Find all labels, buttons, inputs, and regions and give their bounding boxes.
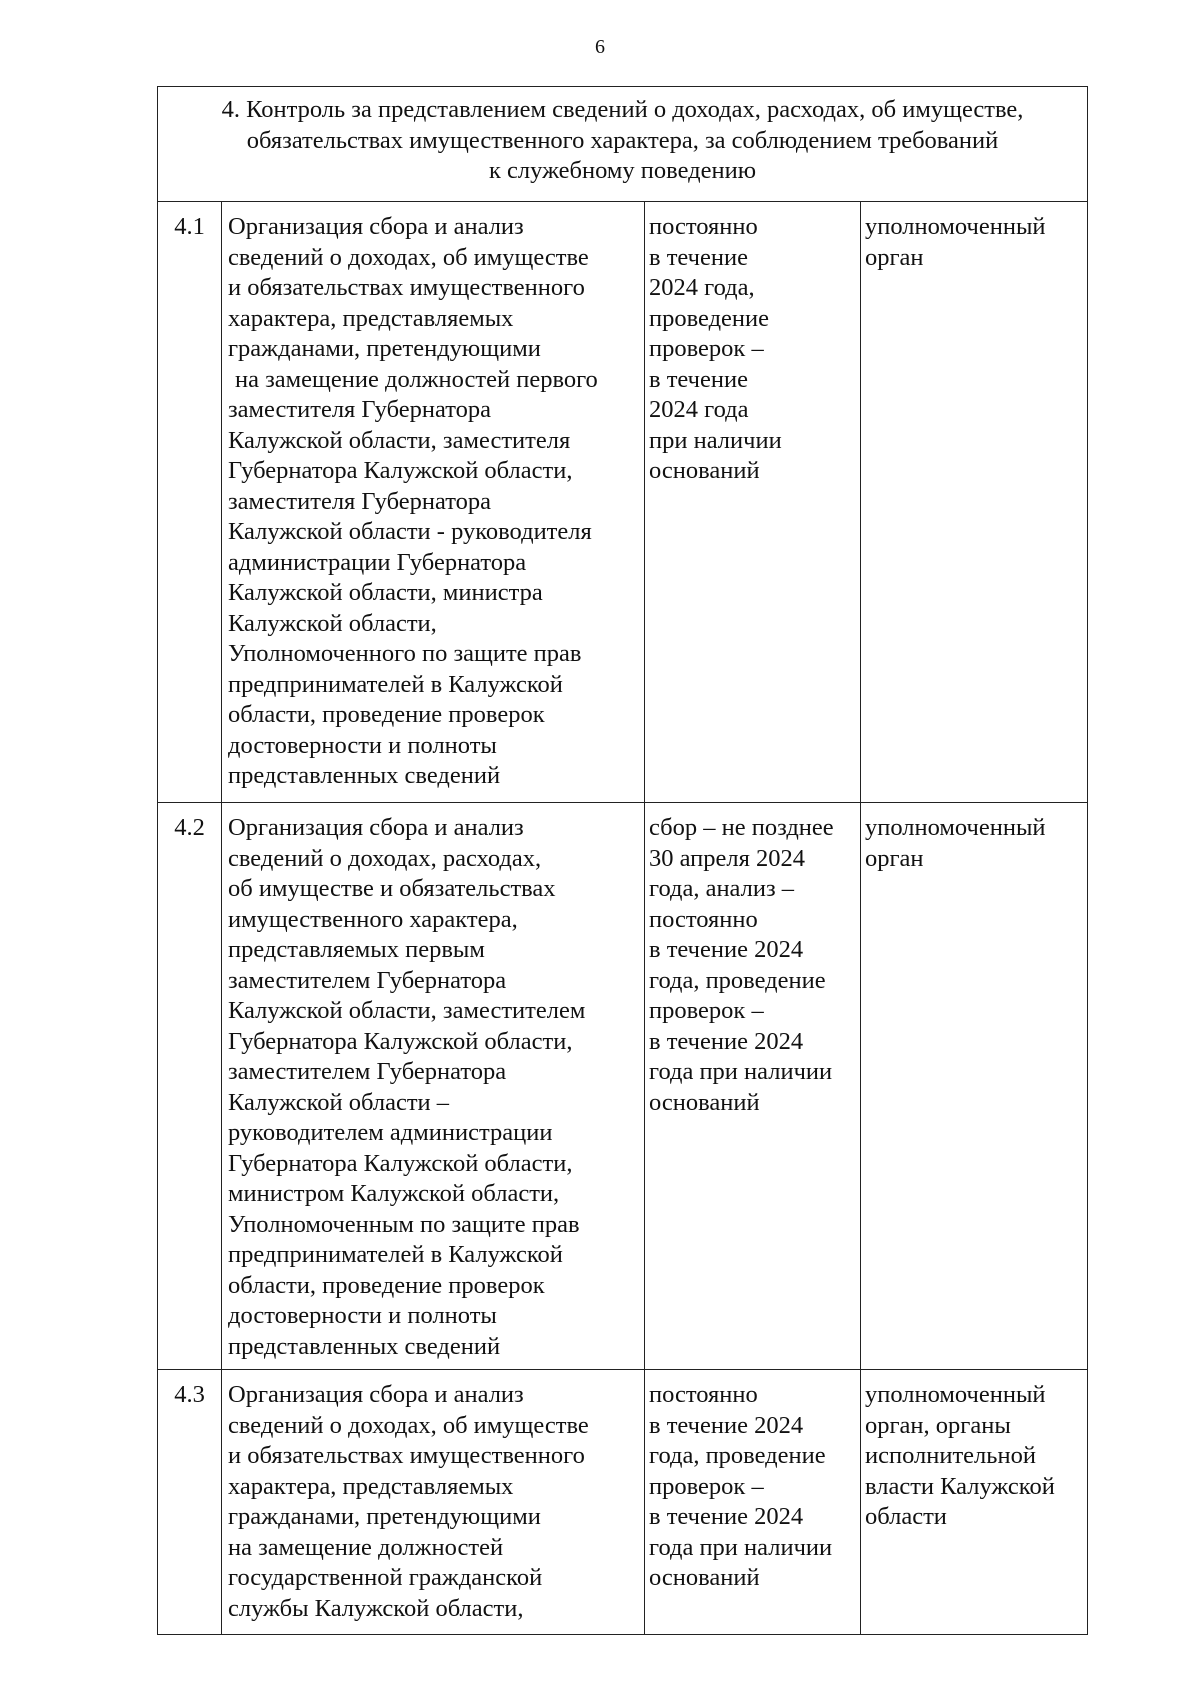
term-line: постоянно: [649, 213, 758, 240]
term-line: сбор – не позднее: [649, 814, 834, 841]
description-line: представленных сведений: [228, 762, 501, 789]
measure-executor: [861, 1370, 1088, 1635]
description-line: об имуществе и обязательствах: [228, 875, 556, 902]
measure-description: [222, 202, 645, 803]
executor-line: орган: [865, 243, 924, 271]
description-line: области, проведение проверок: [228, 1271, 545, 1299]
section-title-line: обязательствах имущественного характера, за соблюдением требований: [246, 126, 999, 154]
description-line: Калужской области - руководителя: [228, 518, 592, 545]
description-line: характера, представляемых: [228, 1472, 514, 1500]
term-line: в течение 2024: [649, 936, 804, 963]
description-line: предпринимателей в Калужской: [228, 1241, 563, 1268]
measure-term: [645, 202, 861, 803]
description-line: предпринимателей в Калужской: [228, 670, 563, 698]
description-line: достоверности и полноты: [228, 731, 497, 759]
description-line: на замещение должностей первого: [235, 365, 598, 393]
description-line: области, проведение проверок: [228, 701, 545, 728]
description-line: Губернатора Калужской области,: [228, 1149, 573, 1177]
term-line: оснований: [649, 1088, 760, 1116]
executor-line: власти Калужской: [865, 1472, 1055, 1500]
section-title-line: 4. Контроль за представлением сведений о доходах, расходах, об имуществе,: [221, 96, 1024, 123]
description-line: сведений о доходах, расходах,: [228, 844, 542, 872]
description-line: администрации Губернатора: [228, 548, 527, 576]
measure-term: [645, 1370, 861, 1635]
term-line: года при наличии: [649, 1058, 833, 1085]
table-row: [158, 1370, 1088, 1635]
description-line: сведений о доходах, об имуществе: [228, 1411, 589, 1439]
section-title: [158, 87, 1088, 202]
table-row: [158, 803, 1088, 1370]
term-line: в течение 2024: [649, 1503, 804, 1530]
row-number: 4.2: [158, 803, 222, 1370]
section-title-line: к служебному поведению: [489, 157, 756, 184]
description-line: Губернатора Калужской области,: [228, 457, 573, 484]
description-line: представленных сведений: [228, 1332, 501, 1360]
executor-line: орган: [865, 844, 924, 872]
description-line: гражданами, претендующими: [228, 335, 541, 362]
description-line: службы Калужской области,: [228, 1594, 524, 1622]
term-line: в течение 2024: [649, 1411, 804, 1439]
table-row: [158, 202, 1088, 803]
measures-table: [157, 86, 1088, 1635]
term-line: 2024 года: [649, 396, 749, 423]
term-line: в течение 2024: [649, 1027, 804, 1055]
term-line: года, проведение: [649, 966, 826, 994]
measure-executor: [861, 803, 1088, 1370]
description-line: Калужской области, заместителем: [228, 997, 586, 1024]
executor-line: уполномоченный: [865, 213, 1046, 240]
executor-line: уполномоченный: [865, 1381, 1046, 1408]
term-line: года, проведение: [649, 1442, 826, 1469]
executor-line: уполномоченный: [865, 814, 1046, 841]
description-line: Калужской области, министра: [228, 579, 543, 606]
description-line: характера, представляемых: [228, 304, 514, 332]
description-line: руководителем администрации: [228, 1119, 553, 1146]
term-line: проверок –: [649, 997, 764, 1024]
description-line: Организация сбора и анализ: [228, 814, 524, 841]
page-number: 6: [595, 36, 605, 58]
description-line: Уполномоченного по защите прав: [228, 640, 582, 667]
row-number: 4.1: [158, 202, 222, 803]
description-line: и обязательствах имущественного: [228, 1442, 585, 1469]
term-line: оснований: [649, 457, 760, 484]
executor-line: исполнительной: [865, 1442, 1036, 1469]
measure-description: [222, 803, 645, 1370]
description-line: Калужской области, заместителя: [228, 426, 571, 454]
description-line: Калужской области –: [228, 1088, 450, 1116]
description-line: заместителя Губернатора: [228, 487, 491, 515]
term-line: 30 апреля 2024: [649, 844, 806, 872]
term-line: проверок –: [649, 335, 764, 362]
term-line: постоянно: [649, 1381, 758, 1408]
term-line: года при наличии: [649, 1533, 833, 1561]
measure-executor: [861, 202, 1088, 803]
term-line: постоянно: [649, 905, 758, 933]
description-line: и обязательствах имущественного: [228, 274, 585, 301]
description-line: Уполномоченным по защите прав: [228, 1210, 580, 1238]
description-line: заместителем Губернатора: [228, 966, 507, 994]
description-line: Организация сбора и анализ: [228, 213, 524, 240]
term-line: проверок –: [649, 1472, 764, 1500]
description-line: представляемых первым: [228, 936, 485, 963]
description-line: министром Калужской области,: [228, 1180, 560, 1207]
description-line: имущественного характера,: [228, 905, 518, 933]
description-line: Калужской области,: [228, 609, 437, 637]
term-line: в течение: [649, 365, 748, 393]
description-line: заместителем Губернатора: [228, 1058, 507, 1085]
term-line: оснований: [649, 1564, 760, 1591]
description-line: гражданами, претендующими: [228, 1503, 541, 1530]
description-line: Губернатора Калужской области,: [228, 1027, 573, 1055]
description-line: заместителя Губернатора: [228, 396, 491, 423]
term-line: года, анализ –: [649, 875, 795, 902]
description-line: на замещение должностей: [228, 1533, 504, 1561]
description-line: Организация сбора и анализ: [228, 1381, 524, 1408]
term-line: при наличии: [649, 426, 782, 454]
executor-line: области: [865, 1503, 947, 1530]
measure-term: [645, 803, 861, 1370]
description-line: сведений о доходах, об имуществе: [228, 243, 589, 271]
description-line: достоверности и полноты: [228, 1302, 497, 1329]
row-number: 4.3: [158, 1370, 222, 1635]
term-line: проведение: [649, 304, 770, 332]
executor-line: орган, органы: [865, 1411, 1011, 1439]
section-header-row: [158, 87, 1088, 202]
description-line: государственной гражданской: [228, 1564, 543, 1591]
term-line: в течение: [649, 243, 748, 271]
term-line: 2024 года,: [649, 274, 755, 301]
measure-description: [222, 1370, 645, 1635]
